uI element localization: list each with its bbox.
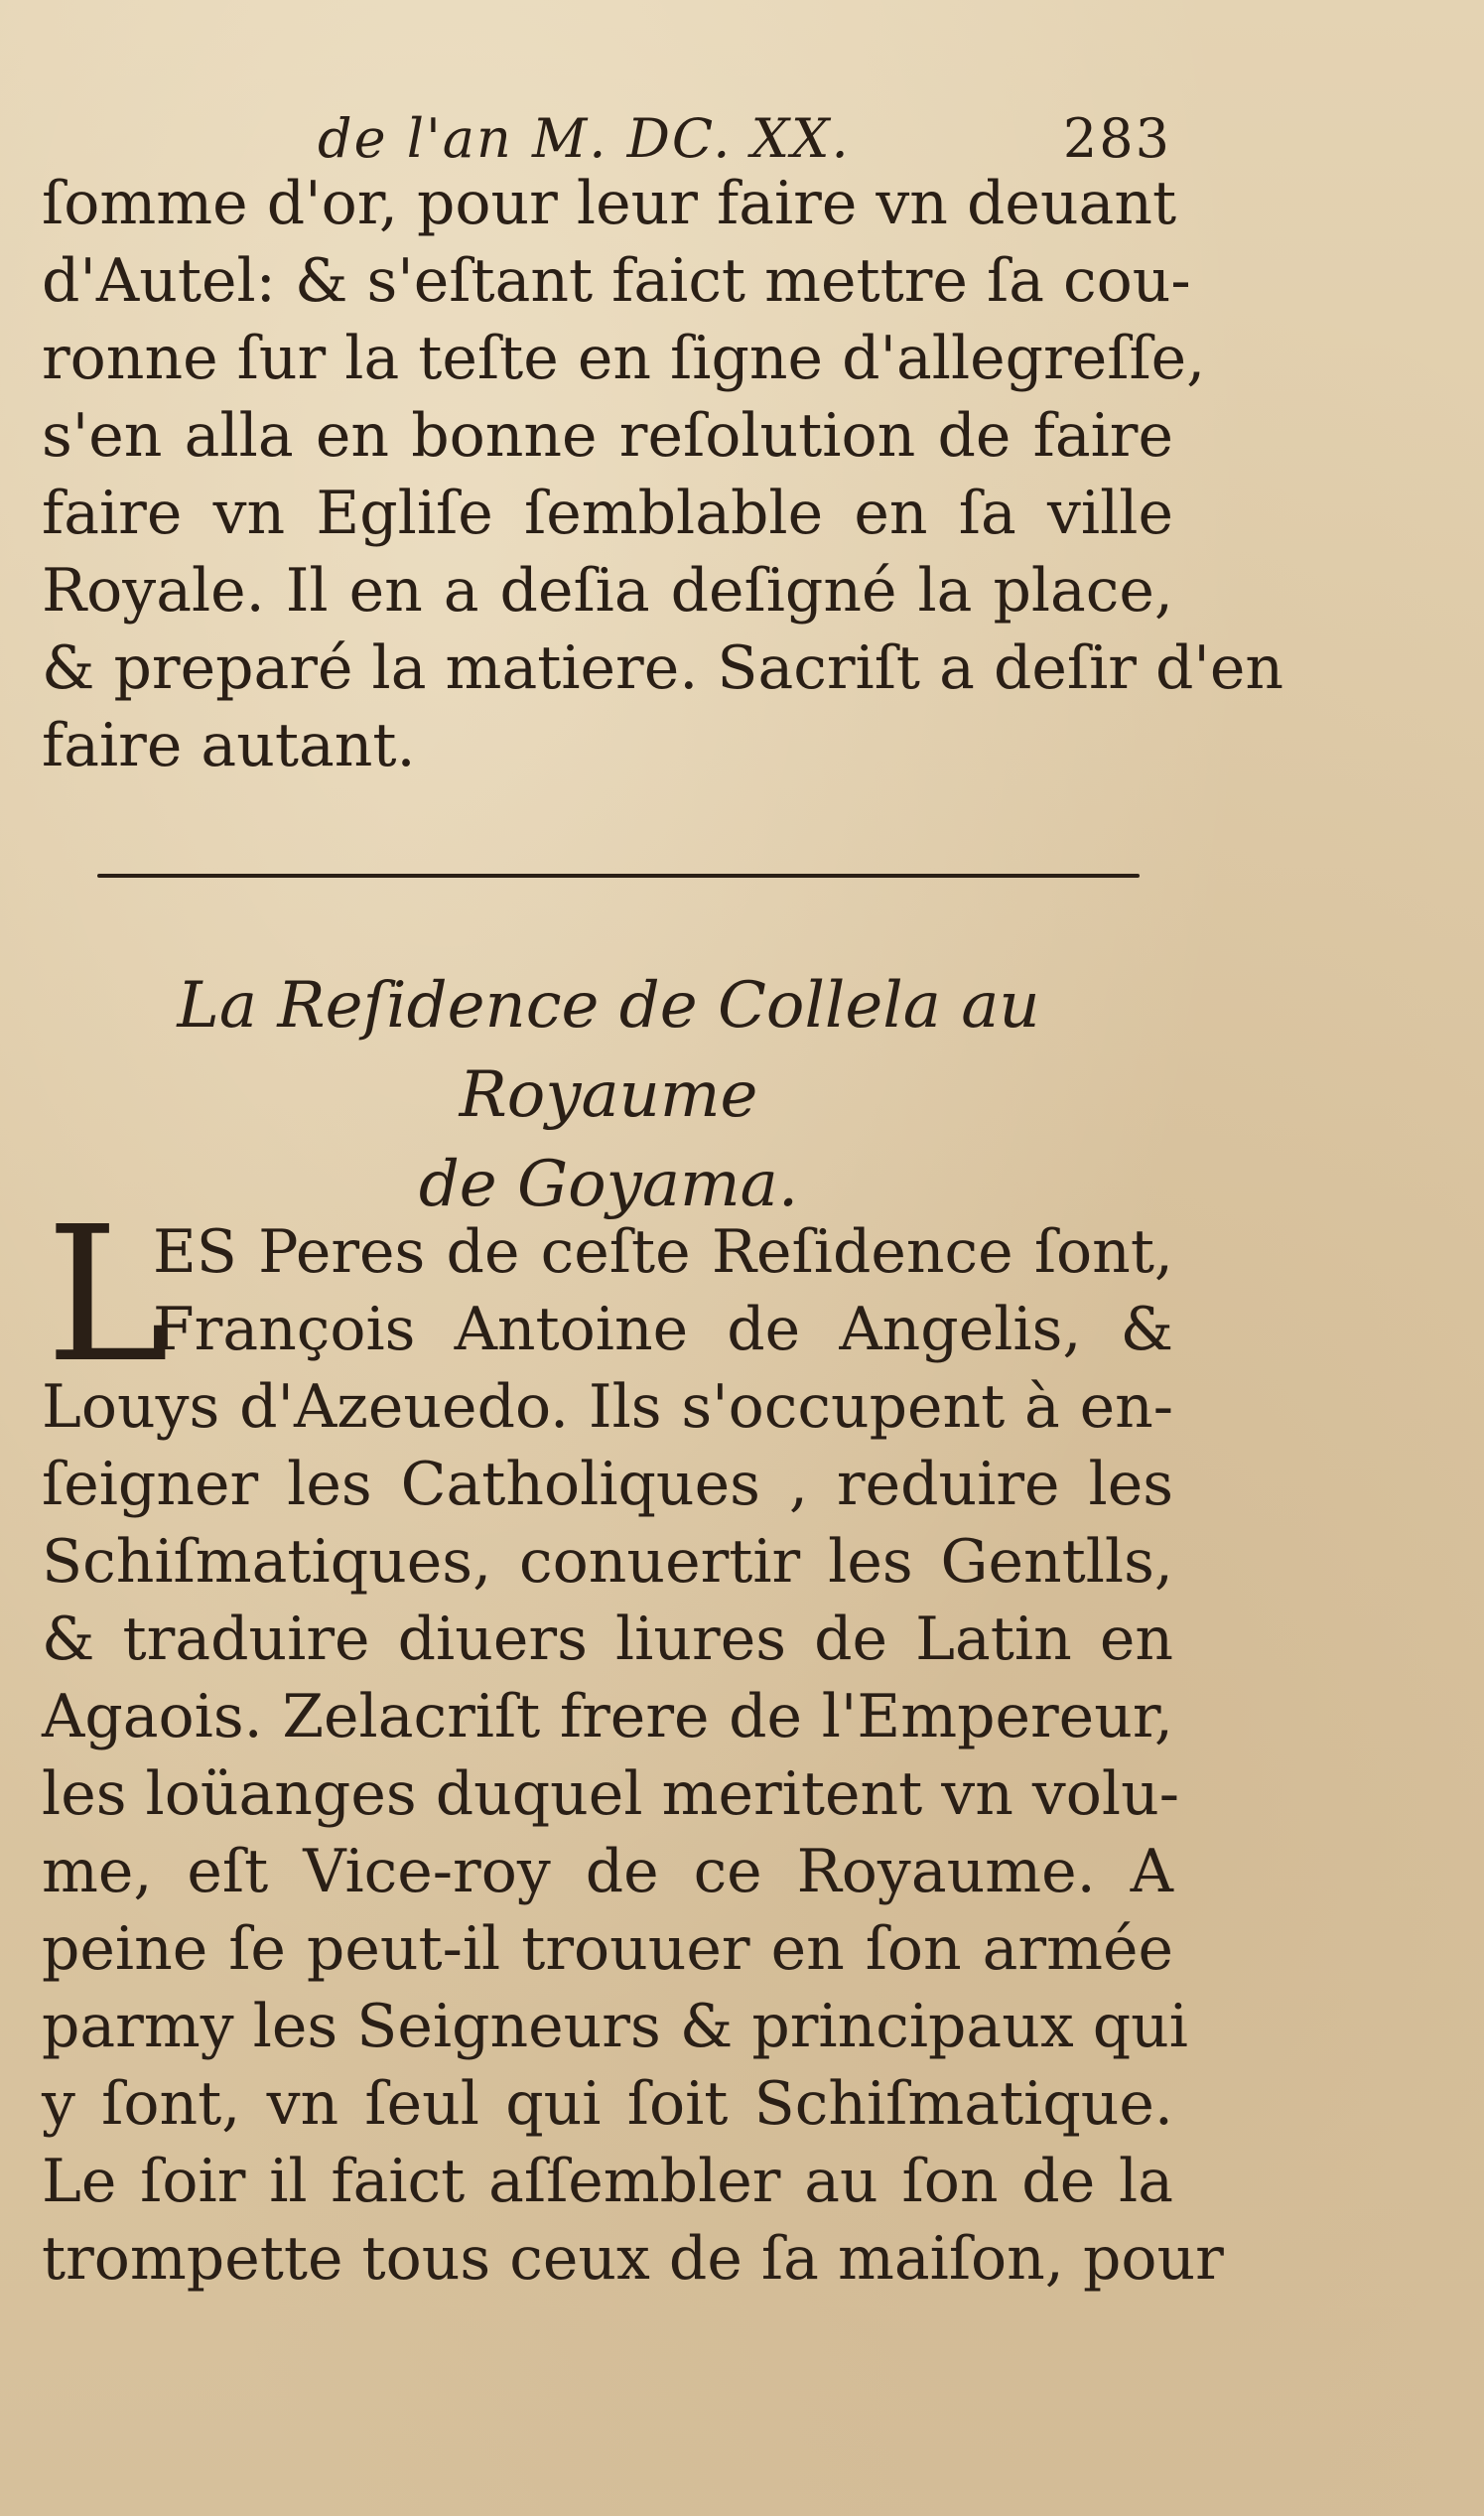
text-line: y ſont, vn ſeul qui ſoit Schiſmatique. xyxy=(42,2069,1173,2139)
section-heading xyxy=(48,961,1169,1229)
paragraph-main xyxy=(42,1187,1224,2298)
text-line: peine ſe peut-il trouuer en ſon armée xyxy=(42,1914,1173,1984)
section-divider xyxy=(97,874,1140,878)
text-line: d'Autel: & s'eſtant faict mettre ſa cou- xyxy=(42,246,1191,316)
text-line: ES Peres de ceſte Reſidence ſont, xyxy=(153,1217,1173,1287)
section-heading-line-1: La Reſidence de Collela au Royaume xyxy=(177,969,1040,1132)
text-line: trompette tous ceux de ſa maiſon, pour xyxy=(42,2224,1224,2294)
text-line: Agaois. Zelacriſt frere de l'Empereur, xyxy=(42,1682,1173,1751)
text-line: ſeigner les Catholiques , reduire les xyxy=(42,1450,1173,1519)
text-line: Schiſmatiques, conuertir les Gentlls, xyxy=(42,1527,1173,1597)
text-line: Louys d'Azeuedo. Ils s'occupent à en- xyxy=(42,1372,1173,1442)
text-line: & preparé la matiere. Sacriſt a deſir d'en xyxy=(42,633,1284,703)
text-line: les loüanges duquel meritent vn volu- xyxy=(42,1759,1180,1829)
text-line: ſomme d'or, pour leur faire vn deuant xyxy=(42,169,1177,238)
text-line: s'en alla en bonne reſolution de faire xyxy=(42,401,1173,471)
paragraph-continuation xyxy=(42,165,1284,784)
text-line: Le ſoir il faict aſſembler au ſon de la xyxy=(42,2147,1173,2216)
text-line: me, eſt Vice-roy de ce Royaume. A xyxy=(42,1837,1173,1906)
text-line: François Antoine de Angelis, & xyxy=(153,1295,1173,1364)
text-line: parmy les Seigneurs & principaux qui xyxy=(42,1992,1188,2061)
drop-cap: L xyxy=(46,1187,170,1404)
text-line: faire autant. xyxy=(42,711,416,780)
section-heading-line-2: de Goyama. xyxy=(418,1148,799,1221)
text-line: ronne ſur la teſte en ſigne d'allegreſſe, xyxy=(42,324,1206,393)
running-title: de l'an M. DC. XX. xyxy=(318,107,851,170)
text-line: Royale. Il en a deſia deſigné la place, xyxy=(42,556,1173,626)
text-line: faire vn Egliſe ſemblable en ſa ville xyxy=(42,479,1173,548)
page-number: 283 xyxy=(1062,107,1171,170)
text-line: & traduire diuers liures de Latin en xyxy=(42,1605,1173,1674)
